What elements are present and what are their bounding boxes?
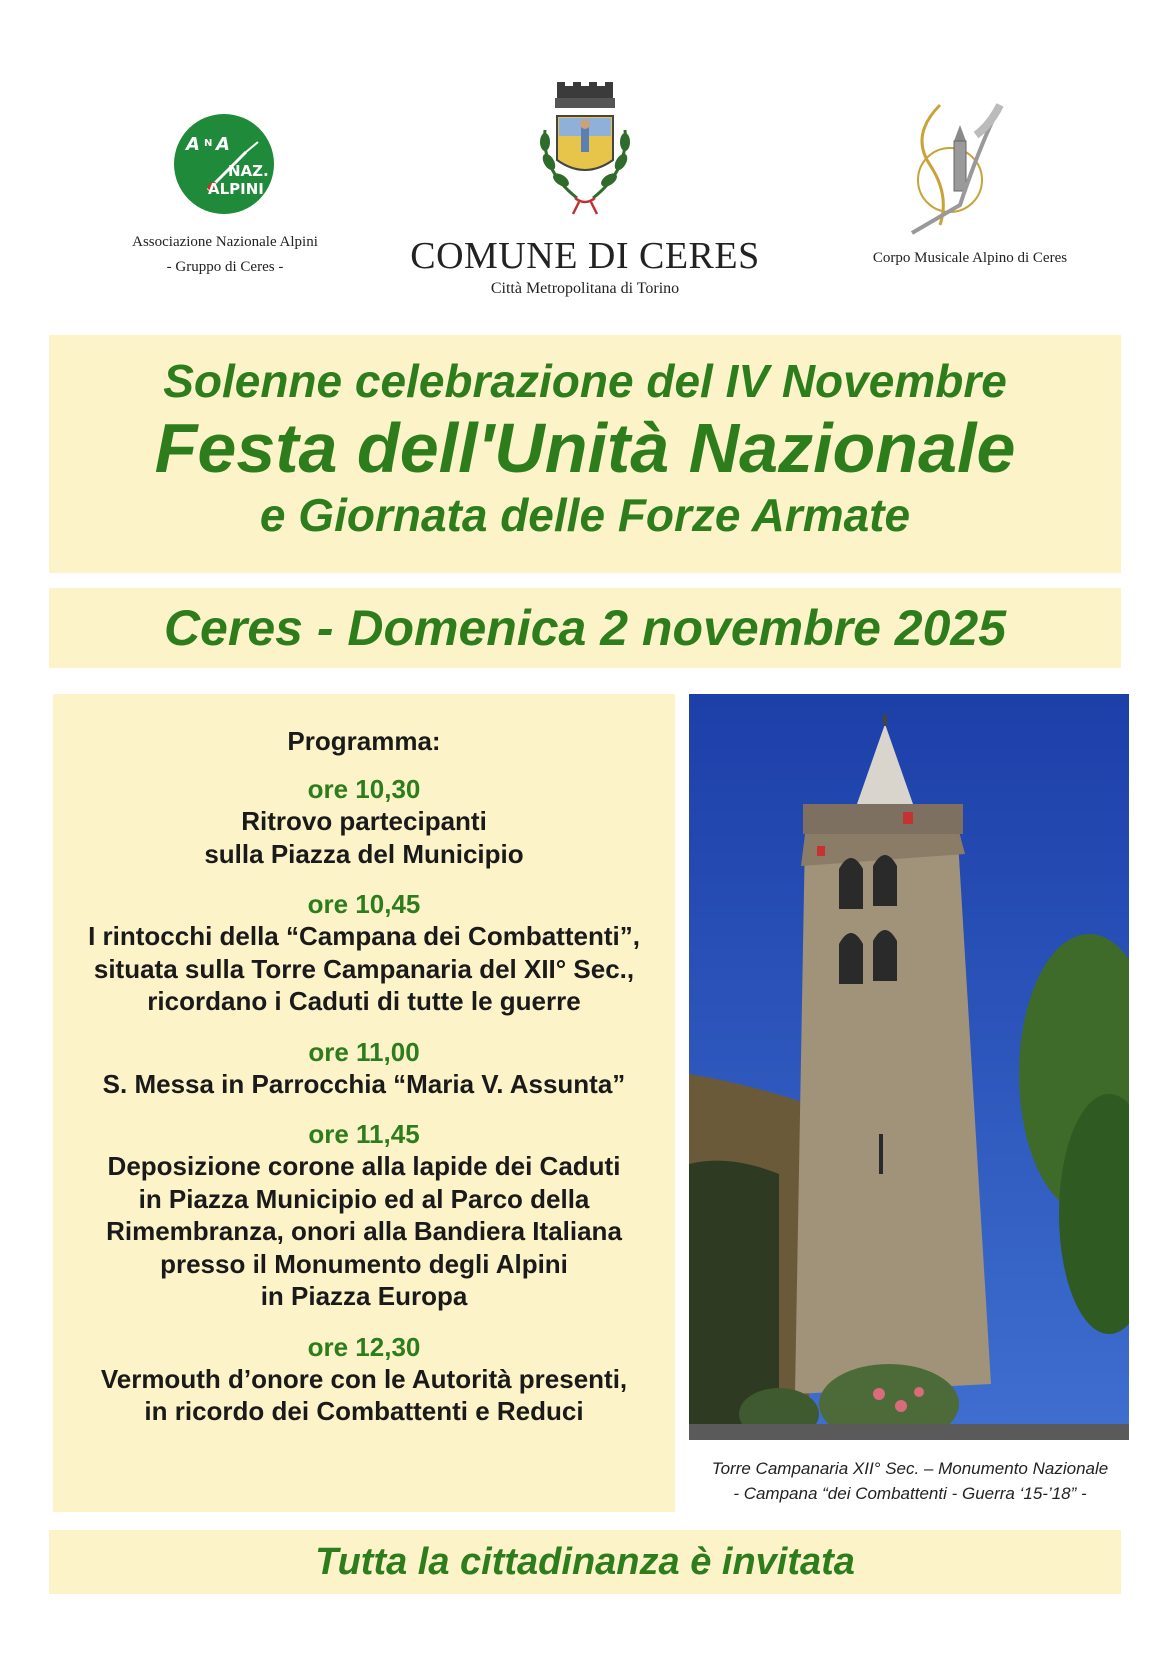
ana-letter-n: N	[204, 138, 213, 149]
program-item	[53, 773, 675, 870]
bell-tower-photo	[689, 694, 1129, 1440]
band-emblem-icon	[900, 95, 1010, 240]
title-banner	[49, 335, 1121, 573]
program-time: ore 11,00	[308, 1036, 420, 1067]
ana-caption	[100, 230, 350, 280]
band-caption: Corpo Musicale Alpino di Ceres	[872, 250, 1068, 266]
program-time: ore 10,30	[307, 774, 421, 804]
program-description: S. Messa in Parrocchia “Maria V. Assunta”	[102, 1068, 626, 1099]
program-item	[53, 1118, 675, 1313]
comune-title: COMUNE DI CERES	[410, 235, 760, 277]
ana-logo-naz: NAZ.	[228, 162, 269, 180]
program-item	[53, 1331, 675, 1428]
ana-letter-a2: A	[216, 134, 230, 155]
municipal-crest-icon	[515, 80, 655, 220]
program-item	[53, 888, 675, 1018]
invite-text: Tutta la cittadinanza è invitata	[315, 1541, 855, 1583]
comune-subtitle: Città Metropolitana di Torino	[490, 280, 680, 297]
banner-line-1: Solenne celebrazione del IV Novembre	[163, 355, 1007, 407]
program-heading: Programma:	[287, 726, 441, 756]
event-date: Ceres - Domenica 2 novembre 2025	[163, 600, 1007, 656]
program-description: I rintocchi della “Campana dei Combattenti”, situata sulla Torre Campanaria del XII° Sec., ricordano i Caduti di tutte le guerre	[88, 921, 640, 1016]
program-description: Deposizione corone alla lapide dei Caduti in Piazza Municipio ed al Parco della Rimembranza, onori alla Bandiera Italiana presso il Monumento degli Alpini in Piazza Europa	[106, 1151, 622, 1311]
program-time: ore 10,45	[307, 889, 421, 919]
invite-banner	[49, 1530, 1121, 1594]
banner-main-title: Festa dell'Unità Nazionale	[154, 409, 1016, 487]
program-time: ore 12,30	[307, 1331, 421, 1362]
program-panel	[53, 694, 675, 1512]
photo-caption-line1: Torre Campanaria XII° Sec. – Monumento Nazionale	[711, 1459, 1109, 1478]
date-banner	[49, 588, 1121, 668]
program-description: Vermouth d’onore con le Autorità presenti, in ricordo dei Combattenti e Reduci	[100, 1363, 628, 1426]
ana-caption-line2: - Gruppo di Ceres -	[166, 259, 284, 275]
program-description: Ritrovo partecipanti sulla Piazza del Municipio	[204, 806, 524, 869]
photo-caption-line2: - Campana “dei Combattenti - Guerra ‘15-’18” -	[733, 1484, 1087, 1503]
ana-caption-line1: Associazione Nazionale Alpini	[132, 234, 318, 250]
ana-letter-a1: A	[186, 134, 200, 155]
banner-line-3: e Giornata delle Forze Armate	[259, 489, 911, 541]
program-item	[53, 1036, 675, 1101]
program-time: ore 11,45	[308, 1119, 420, 1149]
photo-caption	[680, 1456, 1140, 1506]
ana-logo-icon	[172, 112, 276, 216]
ana-logo-alpini: ALPINI	[208, 180, 264, 198]
